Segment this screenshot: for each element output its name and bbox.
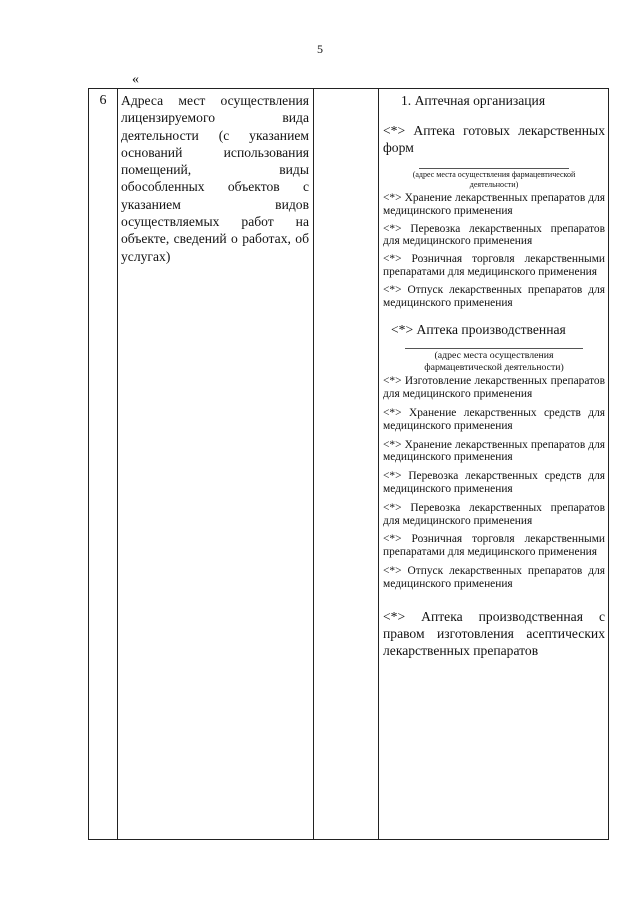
section1-heading: <*> Аптека готовых лекарственных форм (383, 123, 605, 155)
section3-heading: <*> Аптека производственная с правом изготовления асептических лекарственных препаратов (383, 608, 605, 658)
section2-item: <*> Хранение лекарственных препаратов для медицинского применения (383, 438, 605, 464)
section1-item: <*> Розничная торговля лекарственными препаратами для медицинского применения (383, 253, 605, 278)
section2-heading: <*> Аптека производственная (391, 322, 566, 338)
license-table (88, 88, 609, 840)
section2-item: <*> Изготовление лекарственных препаратов для медицинского применения (383, 375, 605, 401)
section2-item: <*> Отпуск лекарственных препаратов для медицинского применения (383, 564, 605, 590)
column-divider (378, 89, 379, 839)
section1-item: <*> Перевозка лекарственных препаратов для медицинского применения (383, 222, 605, 248)
section1-item: <*> Хранение лекарственных препаратов для медицинского применения (383, 192, 605, 217)
column-divider (117, 89, 118, 839)
activity-details (383, 92, 605, 659)
page-number: 5 (317, 42, 323, 56)
opening-quote-mark: « (132, 72, 139, 87)
section2-item: <*> Хранение лекарственных средств для медицинского применения (383, 406, 605, 432)
section2-item: <*> Перевозка лекарственных средств для медицинского применения (383, 470, 605, 495)
column-divider (313, 89, 314, 839)
section2-address-caption: (адрес места осуществления фармацевтической деятельности) (424, 350, 564, 373)
section2-item: <*> Розничная торговля лекарственными препаратами для медицинского применения (383, 533, 605, 559)
section2-item: <*> Перевозка лекарственных препаратов для медицинского применения (383, 501, 605, 527)
section1-item: <*> Отпуск лекарственных препаратов для медицинского применения (383, 283, 605, 309)
row-number: 6 (99, 93, 107, 108)
organization-heading: 1. Аптечная организация (401, 93, 546, 108)
section1-address-caption: (адрес места осуществления фармацевтической деятельности) (412, 170, 576, 189)
row-title: Адреса мест осуществления лицензируемого вида деятельности (с указанием оснований использования помещений, виды обособленных объектов с указанием видов осуществляемых работ на объекте, сведений о работах, об услугах) (121, 93, 309, 264)
